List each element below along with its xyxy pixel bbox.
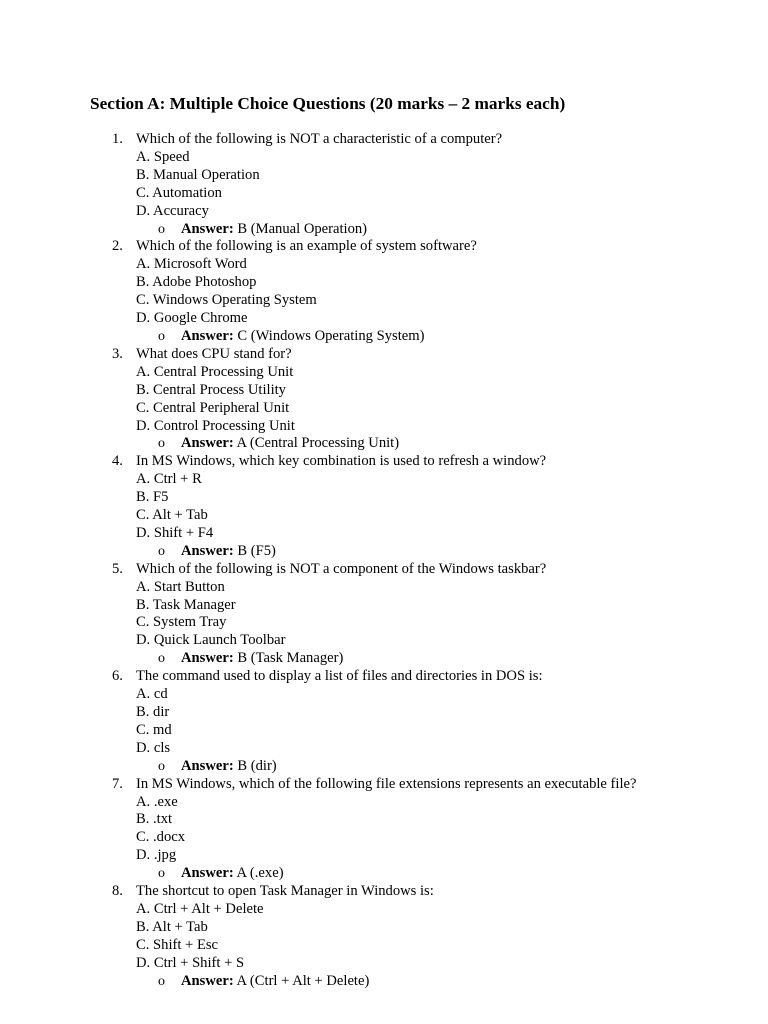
option-c: C. Automation [136, 184, 222, 201]
option-a: A. Microsoft Word [136, 256, 247, 273]
answer-label: Answer: [181, 542, 234, 559]
answer-value: B (F5) [233, 542, 276, 559]
option-a: A. Central Processing Unit [136, 363, 294, 380]
question-list [0, 131, 636, 991]
question-number: 1. [112, 131, 123, 147]
option-c: C. Shift + Esc [136, 936, 219, 953]
answer-row [158, 220, 636, 239]
answer-label: Answer: [181, 972, 234, 989]
answer-label: Answer: [181, 757, 234, 774]
answer-value: A (Central Processing Unit) [233, 435, 400, 452]
answer-row [158, 972, 636, 991]
option-c: C. md [136, 721, 172, 738]
option-b: B. Central Process Utility [136, 381, 286, 398]
answer-label: Answer: [181, 650, 234, 667]
answer-row [158, 650, 636, 668]
question-item [0, 453, 636, 560]
bullet-icon: o [158, 221, 165, 237]
question-item [0, 561, 636, 668]
option-a: A. Ctrl + R [136, 471, 202, 488]
option-a: A. Start Button [136, 578, 225, 595]
answer-row [158, 435, 636, 453]
question-text: In MS Windows, which of the following file extensions represents an executable file? [136, 775, 637, 792]
option-a: A. cd [136, 686, 168, 703]
answer-value: C (Windows Operating System) [233, 327, 425, 344]
question-text: The command used to display a list of files and directories in DOS is: [136, 668, 543, 685]
question-number: 5. [112, 560, 123, 577]
answer-label: Answer: [181, 865, 234, 882]
question-text: The shortcut to open Task Manager in Windows is: [136, 883, 434, 900]
answer-label: Answer: [181, 327, 234, 344]
question-item [0, 131, 636, 238]
option-c: C. Windows Operating System [136, 292, 317, 309]
question-item [0, 776, 636, 883]
answer-value: B (dir) [233, 757, 277, 774]
option-d: D. .jpg [136, 847, 177, 864]
question-number: 6. [112, 668, 123, 685]
option-b: B. .txt [136, 811, 173, 828]
question-item [0, 346, 636, 453]
option-c: C. Central Peripheral Unit [136, 399, 290, 416]
answer-row [158, 327, 636, 346]
question-text: What does CPU stand for? [136, 345, 292, 362]
bullet-icon: o [158, 758, 165, 774]
answer-row [158, 865, 636, 883]
answer-label: Answer: [181, 220, 234, 237]
bullet-icon: o [158, 543, 165, 559]
answer-row [158, 757, 636, 776]
question-text: Which of the following is an example of system software? [136, 238, 477, 255]
question-number: 8. [112, 883, 123, 900]
bullet-icon: o [158, 328, 165, 344]
question-item [0, 238, 636, 345]
option-c: C. .docx [136, 829, 186, 846]
question-number: 4. [112, 453, 123, 470]
option-b: B. dir [136, 704, 170, 720]
bullet-icon: o [158, 866, 165, 882]
option-b: B. Adobe Photoshop [136, 274, 257, 291]
option-c: C. Alt + Tab [136, 507, 208, 524]
option-a: A. Speed [136, 148, 190, 165]
option-b: B. Task Manager [136, 596, 236, 613]
bullet-icon: o [158, 651, 165, 667]
section-title: Section A: Multiple Choice Questions (20 marks – 2 marks each) [90, 94, 566, 113]
option-a: A. Ctrl + Alt + Delete [136, 900, 264, 917]
option-b: B. F5 [136, 489, 169, 506]
option-d: D. Control Processing Unit [136, 417, 295, 434]
question-number: 3. [112, 345, 123, 362]
option-b: B. Manual Operation [136, 166, 260, 183]
option-a: A. .exe [136, 793, 178, 810]
option-b: B. Alt + Tab [136, 918, 208, 935]
bullet-icon: o [158, 436, 165, 452]
answer-value: B (Task Manager) [233, 650, 344, 667]
answer-value: A (Ctrl + Alt + Delete) [233, 972, 370, 989]
question-number: 7. [112, 775, 123, 792]
question-text: Which of the following is NOT a component of the Windows taskbar? [136, 560, 547, 577]
option-d: D. Quick Launch Toolbar [136, 632, 286, 649]
question-item [0, 668, 636, 775]
option-d: D. Accuracy [136, 202, 209, 219]
answer-label: Answer: [181, 435, 234, 452]
option-d: D. cls [136, 739, 171, 756]
question-number: 2. [112, 238, 123, 255]
option-d: D. Google Chrome [136, 310, 248, 327]
bullet-icon: o [158, 973, 165, 989]
option-c: C. System Tray [136, 614, 227, 631]
option-d: D. Shift + F4 [136, 524, 214, 541]
question-text: Which of the following is NOT a characteristic of a computer? [136, 131, 503, 147]
answer-row [158, 542, 636, 561]
answer-value: A (.exe) [233, 865, 284, 882]
answer-value: B (Manual Operation) [233, 220, 368, 237]
question-item [0, 883, 636, 990]
question-text: In MS Windows, which key combination is used to refresh a window? [136, 453, 547, 470]
option-d: D. Ctrl + Shift + S [136, 954, 245, 971]
